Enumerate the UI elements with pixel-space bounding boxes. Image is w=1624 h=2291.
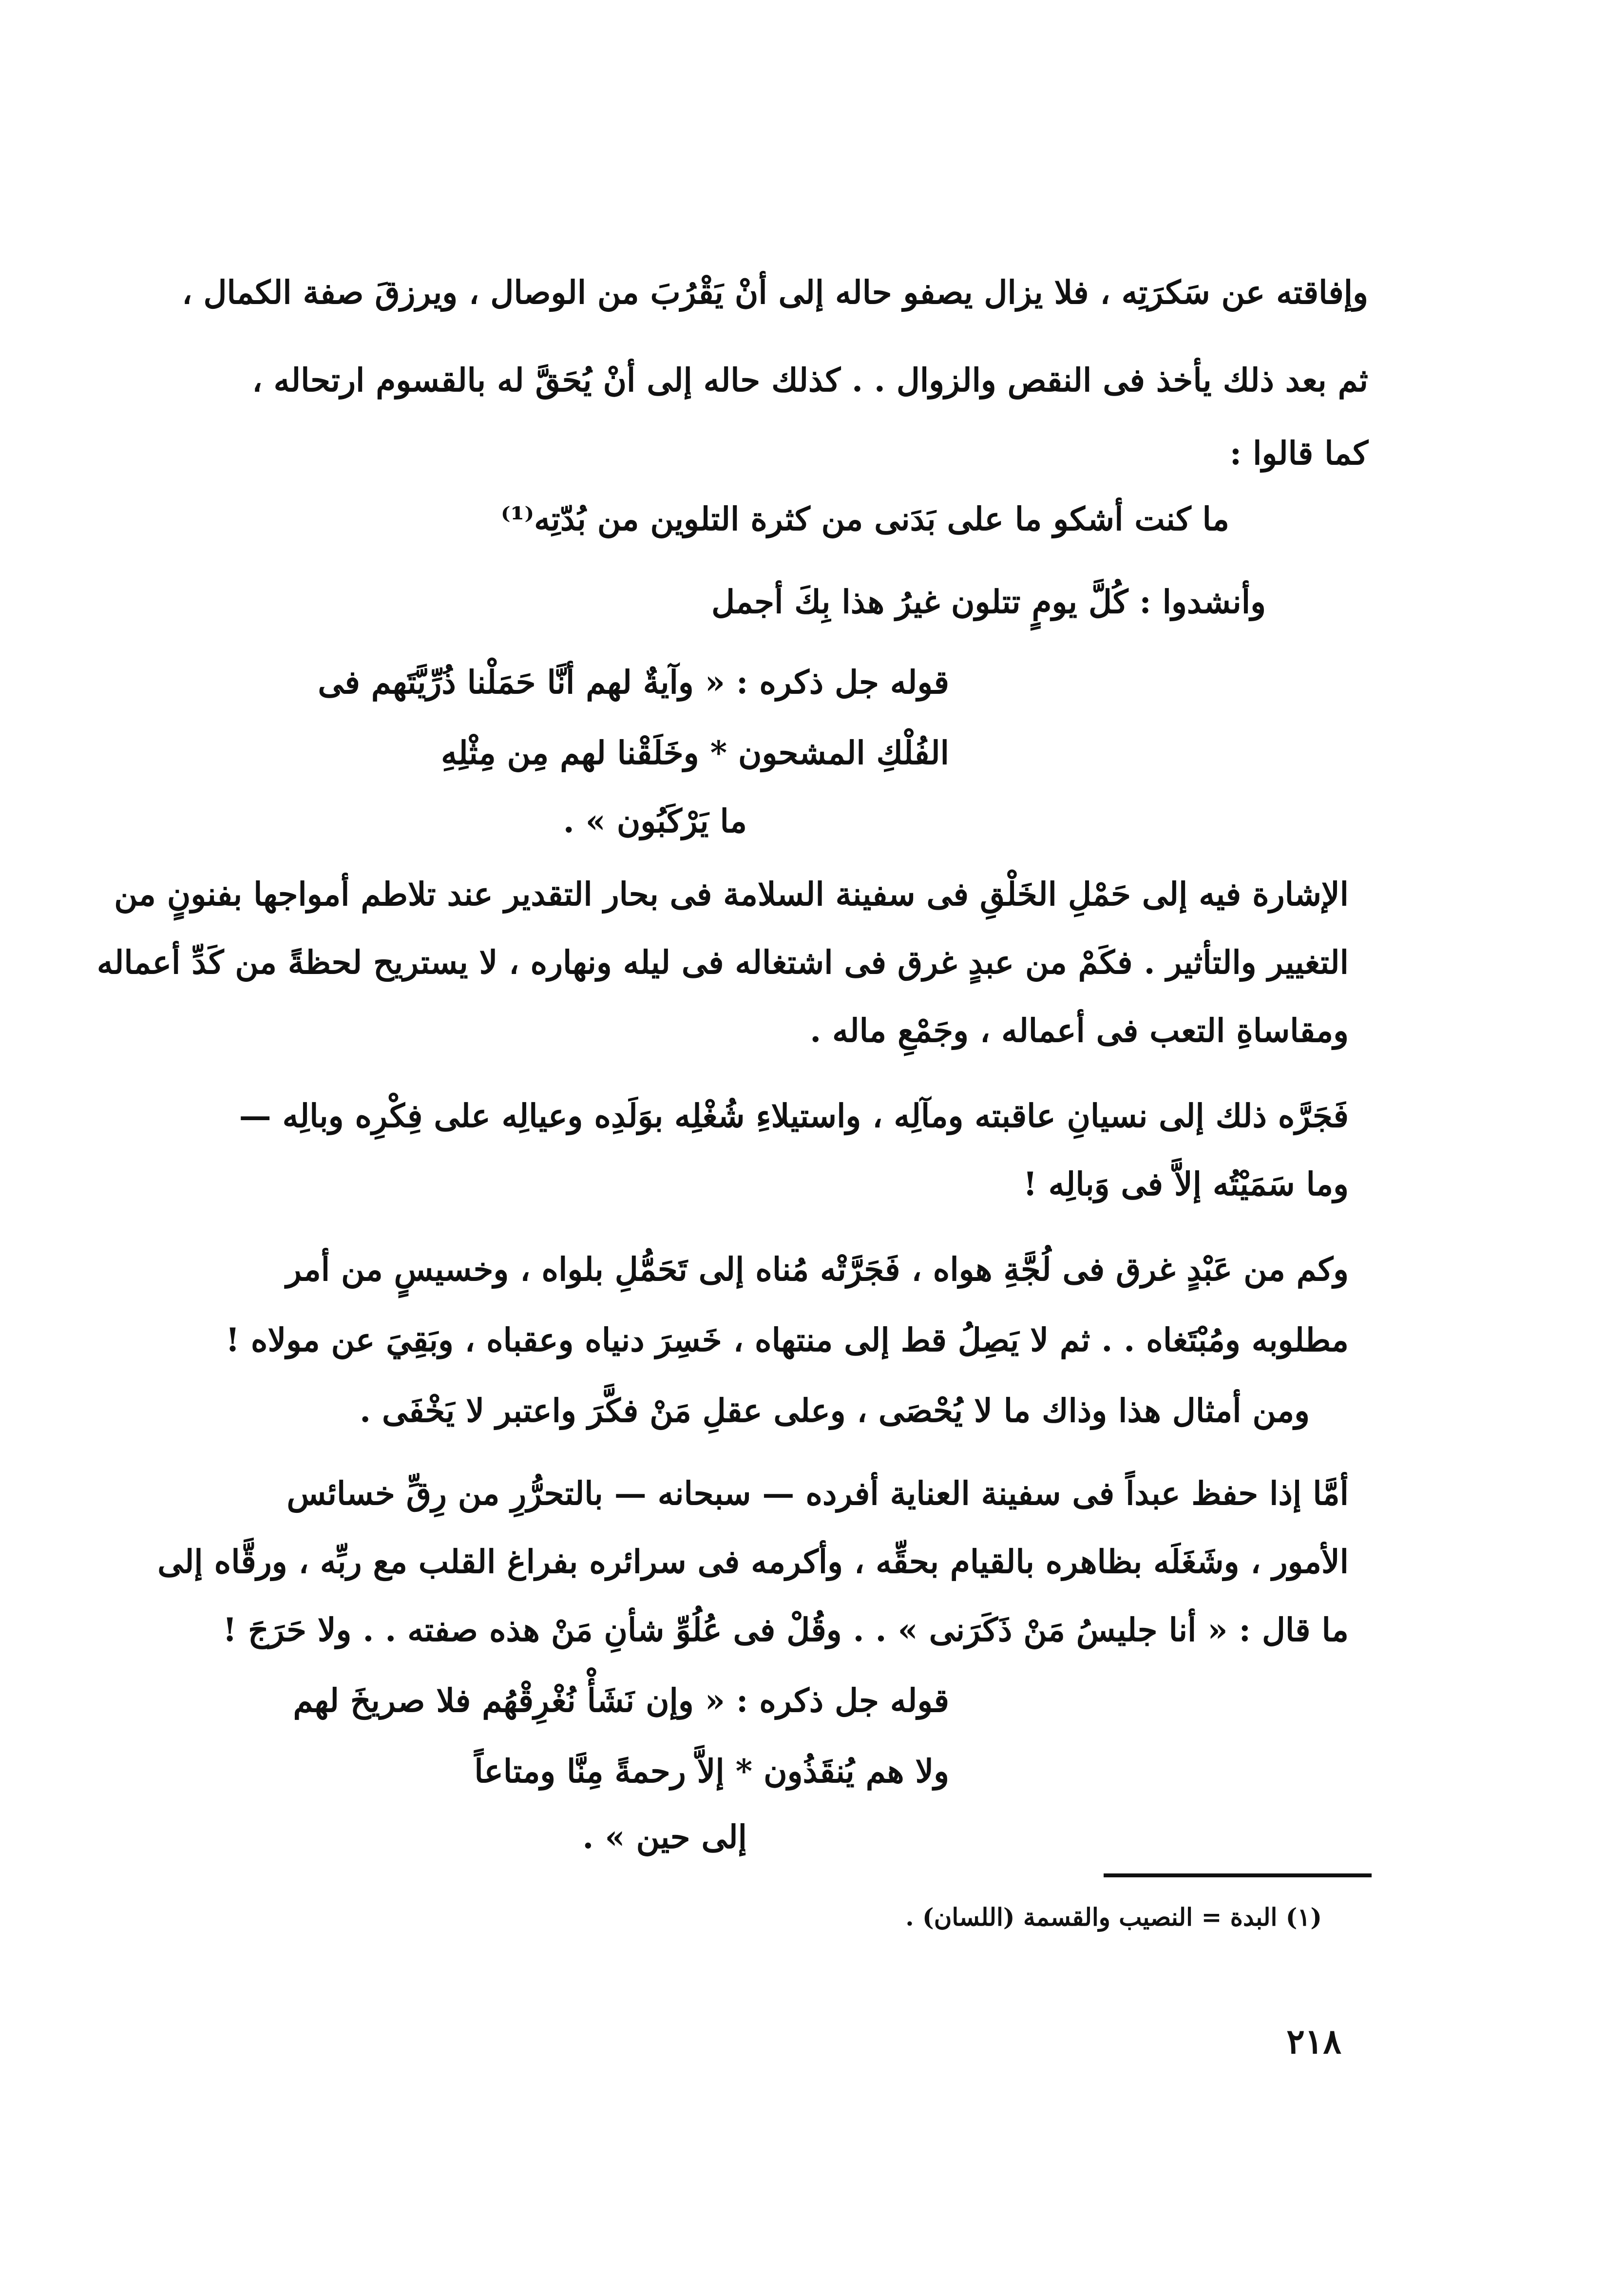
text-line: فَجَرَّه ذلك إلى نسيانِ عاقبته ومآلِه ، واستيلاءِ شُغْلِه بوَلَدِه وعيالِه على فِكْرِه وبالِه — bbox=[239, 1097, 1349, 1135]
text-line: أمَّا إذا حفظ عبداً فى سفينة العناية أفرده — سبحانه — بالتحرُّرِ من رِقِّ خسائس bbox=[287, 1474, 1349, 1512]
quran-heading-line: ولا هم يُنقَذُون * إلاَّ رحمةً مِنَّا ومتاعاً bbox=[474, 1752, 949, 1790]
text-line: وإفاقته عن سَكرَتِه ، فلا يزال يصفو حاله إلى أنْ يَقْرُبَ من الوصال ، ويرزقَ صفة الكمال ، bbox=[182, 273, 1368, 311]
quran-heading-line: الفُلْكِ المشحون * وخَلَقْنا لهم مِن مِثْلِهِ bbox=[441, 734, 949, 772]
text-line: ثم بعد ذلك يأخذ فى النقص والزوال . . كذلك حاله إلى أنْ يُحَقَّ له بالقسوم ارتحاله ، bbox=[252, 361, 1368, 399]
quran-heading-line: إلى حين » . bbox=[582, 1818, 747, 1856]
footnote: (١) البدة = النصيب والقسمة (اللسان) . bbox=[905, 1903, 1322, 1931]
text-line: التغيير والتأثير . فكَمْ من عبدٍ غرق فى اشتغاله فى ليله ونهاره ، لا يستريح لحظةً من كَدِّ أعماله bbox=[96, 943, 1349, 981]
text-line: مطلوبه ومُبْتَغاه . . ثم لا يَصِلُ قط إلى منتهاه ، خَسِرَ دنياه وعقباه ، وبَقِيَ عن مولاه ! bbox=[225, 1321, 1349, 1359]
text-line: الأمور ، وشَغَلَه بظاهره بالقيام بحقِّه ، وأكرمه فى سرائره بفراغ القلب مع ربِّه ، ورقَّاه إلى bbox=[157, 1543, 1349, 1581]
text-line: ومقاساةِ التعب فى أعماله ، وجَمْعِ ماله . bbox=[810, 1012, 1349, 1050]
text-line: ومن أمثال هذا وذاك ما لا يُحْصَى ، وعلى عقلِ مَنْ فكَّرَ واعتبر لا يَخْفَى . bbox=[360, 1392, 1310, 1430]
text-line: وما سَمَيْتُه إلاَّ فى وَبالِه ! bbox=[1023, 1165, 1349, 1203]
quran-heading-line: ما يَرْكَبُون » . bbox=[563, 802, 747, 840]
page-number: ٢١٨ bbox=[1286, 2021, 1341, 2062]
text-line: كما قالوا : bbox=[1229, 434, 1368, 472]
footnote-separator bbox=[1104, 1873, 1372, 1877]
text-line: وكم من عَبْدٍ غرق فى لُجَّةِ هواه ، فَجَرَّتْه مُناه إلى تَحَمُّلِ بلواه ، وخسيسٍ من أمر bbox=[286, 1250, 1349, 1288]
text-line: ما قال : « أنا جليسُ مَنْ ذَكَرَنى » . . وقُلْ فى عُلُوِّ شأنِ مَنْ هذه صفته . . ولا حَرَجَ ! bbox=[223, 1611, 1349, 1649]
text-line: الإشارة فيه إلى حَمْلِ الخَلْقِ فى سفينة السلامة فى بحار التقدير عند تلاطم أمواجها بفنونٍ من bbox=[114, 875, 1349, 913]
quran-heading-line: قوله جل ذكره : « وإن نَشَأْ نُغْرِقْهُم فلا صريخَ لهم bbox=[293, 1681, 949, 1719]
verse-line: ما كنت أشكو ما على بَدَنى من كثرة التلوين من بُدّتِه⁽¹⁾ bbox=[500, 500, 1229, 538]
quran-heading-line: قوله جل ذكره : « وآيةٌ لهم أنَّا حَمَلْنا ذُرِّيَّتَهم فى bbox=[318, 663, 949, 701]
verse-line: وأنشدوا : كُلَّ يومٍ تتلون غيرُ هذا بِكَ أجمل bbox=[711, 583, 1266, 621]
